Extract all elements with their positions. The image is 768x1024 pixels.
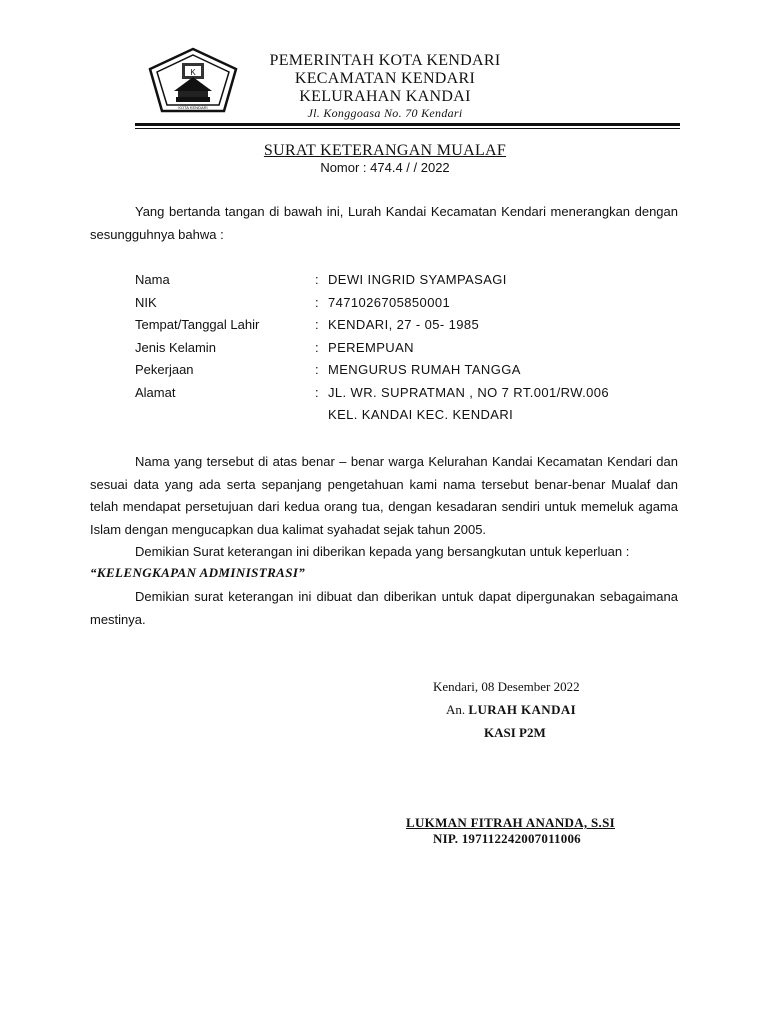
field-label: Nama (135, 272, 170, 287)
header-rule-thin (135, 128, 680, 129)
signatory-on-behalf (446, 702, 576, 718)
field-colon: : (315, 272, 319, 287)
purpose-text: “KELENGKAPAN ADMINISTRASI” (90, 565, 306, 580)
closing-paragraph: Demikian surat keterangan ini dibuat dan diberikan untuk dapat dipergunakan sebagaimana mestinya. (90, 589, 678, 627)
field-label: Tempat/Tanggal Lahir (135, 317, 260, 332)
document-number: Nomor : 474.4 / / 2022 (320, 160, 450, 175)
header-rule-thick (135, 123, 680, 126)
field-colon: : (315, 317, 319, 332)
field-value: MENGURUS RUMAH TANGGA (328, 362, 521, 377)
purpose-intro: Demikian Surat keterangan ini diberikan kepada yang bersangkutan untuk keperluan : (135, 544, 630, 559)
document-title: SURAT KETERANGAN MUALAF (263, 142, 507, 159)
place-date: Kendari, 08 Desember 2022 (433, 679, 580, 694)
field-label: NIK (135, 295, 157, 310)
field-value: JL. WR. SUPRATMAN , NO 7 RT.001/RW.006 (328, 385, 610, 400)
letterhead-line-1: PEMERINTAH KOTA KENDARI (269, 52, 501, 69)
field-value: 7471026705850001 (328, 295, 451, 310)
field-colon: : (315, 295, 319, 310)
field-value: DEWI INGRID SYAMPASAGI (328, 272, 507, 287)
field-value: KENDARI, 27 - 05- 1985 (328, 317, 480, 332)
address-line-2: KEL. KANDAI KEC. KENDARI (328, 407, 514, 422)
field-label: Pekerjaan (135, 362, 194, 377)
field-label: Jenis Kelamin (135, 340, 216, 355)
an-title: LURAH KANDAI (468, 702, 577, 717)
letterhead-line-3: KELURAHAN KANDAI (299, 88, 471, 105)
signatory-nip: NIP. 197112242007011006 (433, 831, 581, 846)
an-prefix: An. (446, 702, 466, 717)
field-colon: : (315, 362, 319, 377)
svg-text:K: K (190, 68, 196, 77)
statement-paragraph: Nama yang tersebut di atas benar – benar warga Kelurahan Kandai Kecamatan Kendari dan sesuai data yang ada serta sepanjang pengetahuan kami nama tersebut benar-benar Mualaf dan telah mendapat persetujuan dari kedua orang tua, dengan kesadaran sendiri untuk memeluk agama Islam dengan mengucapkan dua kalimat syahadat sejak tahun 2005. (90, 454, 678, 537)
intro-paragraph: Yang bertanda tangan di bawah ini, Lurah Kandai Kecamatan Kendari menerangkan dengan sesungguhnya bahwa : (90, 204, 678, 242)
letterhead-line-2: KECAMATAN KENDARI (294, 70, 476, 87)
field-value: PEREMPUAN (328, 340, 414, 355)
field-label: Alamat (135, 385, 176, 400)
signatory-name: LUKMAN FITRAH ANANDA, S.SI (406, 815, 615, 830)
letterhead-address: Jl. Konggoasa No. 70 Kendari (307, 106, 463, 120)
svg-text:KOTA KENDARI: KOTA KENDARI (178, 105, 208, 110)
signatory-position: KASI P2M (484, 725, 546, 740)
field-colon: : (315, 385, 319, 400)
field-colon: : (315, 340, 319, 355)
